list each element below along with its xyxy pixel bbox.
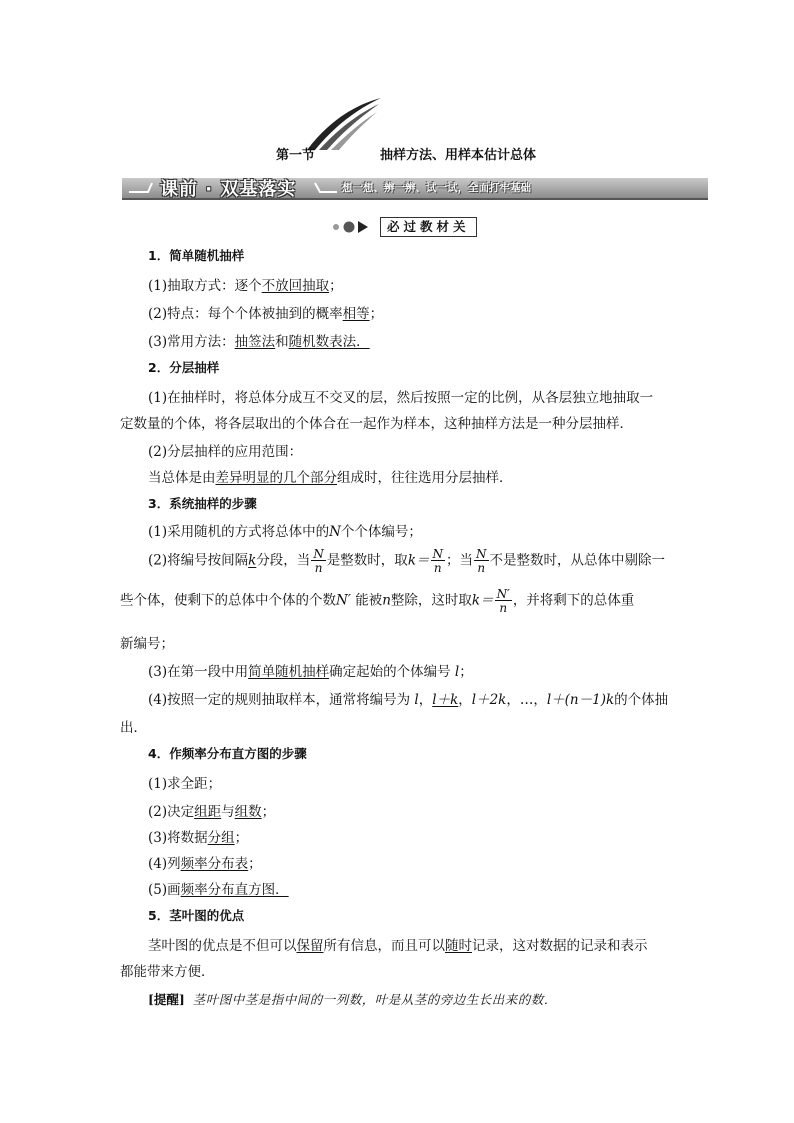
s3-line4: (4)按照一定的规则抽取样本，通常将编号为 l，l＋k，l＋2k，…，l＋(n－1)k的个体抽 <box>148 692 669 708</box>
s3-line4b: 出． <box>120 720 147 736</box>
banner-mid-ornament-icon <box>314 180 338 194</box>
heading-stratified: 2．分层抽样 <box>148 360 220 375</box>
s2-para1-a: (1)在抽样时，将总体分成互不交叉的层，然后按照一定的比例，从各层独立地抽取一 <box>148 390 654 406</box>
heading-simple-random: 1．简单随机抽样 <box>148 248 245 263</box>
s1-line3: (3)常用方法：抽签法和随机数表法． <box>148 334 370 350</box>
s3-line1: (1)采用随机的方式将总体中的N个个体编号； <box>148 524 422 540</box>
banner-left-ornament-icon <box>128 180 154 194</box>
s3-line2: (2)将编号按间隔k分段，当 $\frac{N}{n}$ 是整数时，取k＝ $\frac{N}{n}$ ；当 $\frac{N}{n}$ 不是整数时，从总体中剔除一 <box>148 547 665 575</box>
swoosh-logo-icon <box>305 96 385 152</box>
s5-para2: 都能带来方便． <box>120 964 215 980</box>
s5-para1: 茎叶图的优点是不但可以保留所有信息，而且可以随时记录，这对数据的记录和表示 <box>148 938 648 954</box>
s4-line2: (2)决定组距与组数； <box>148 804 276 820</box>
banner-title: 课前 · 双基落实 <box>160 179 297 200</box>
heading-stem-leaf: 5．茎叶图的优点 <box>148 908 245 923</box>
s4-line1: (1)求全距； <box>148 776 222 792</box>
fraction-n-over-n: $\frac{N}{n}$ <box>313 547 324 575</box>
section-title: 抽样方法、用样本估计总体 <box>380 148 537 163</box>
s3-line2c: 新编号； <box>120 636 174 652</box>
fraction-nprime-over-n: $\frac{N'}{n}$ <box>496 587 510 615</box>
s2-para1-b: 定数量的个体，将各层取出的个体合在一起作为样本，这种抽样方法是一种分层抽样． <box>120 416 633 432</box>
s3-line2b: 些个体，使剩下的总体中个体的个数N′ 能被n整除，这时取k＝ $\frac{N'}{n}$ ，并将剩下的总体重 <box>120 587 635 615</box>
s4-line3: (3)将数据分组； <box>148 830 249 846</box>
s1-line2: (2)特点：每个个体被抽到的概率相等； <box>148 306 384 322</box>
section-number: 第一节 <box>276 148 316 163</box>
heading-histogram: 4．作频率分布直方图的步骤 <box>148 746 307 761</box>
s2-para2: (2)分层抽样的应用范围： <box>148 444 303 460</box>
dots-ornament-icon <box>330 220 378 234</box>
s1-line1: (1)抽取方式：逐个不放回抽取； <box>148 278 343 294</box>
tip-note: [提醒] 茎叶图中茎是指中间的一列数，叶是从茎的旁边生长出来的数． <box>148 992 557 1007</box>
s4-line5: (5)画频率分布直方图． <box>148 882 289 898</box>
s2-para3: 当总体是由差异明显的几个部分组成时，往往选用分层抽样． <box>148 470 513 486</box>
section-banner <box>122 178 708 200</box>
s3-line3: (3)在第一段中用简单随机抽样确定起始的个体编号 l； <box>148 664 473 680</box>
heading-systematic: 3．系统抽样的步骤 <box>148 496 257 511</box>
banner-subtitle: 想一想、辨一辨、试一试，全面打牢基础 <box>342 182 531 194</box>
fraction-n-over-n: $\frac{N}{n}$ <box>476 547 487 575</box>
s4-line4: (4)列频率分布表； <box>148 856 262 872</box>
subheader-label: 必过教材关 <box>380 217 477 237</box>
fraction-n-over-n: $\frac{N}{n}$ <box>432 547 443 575</box>
